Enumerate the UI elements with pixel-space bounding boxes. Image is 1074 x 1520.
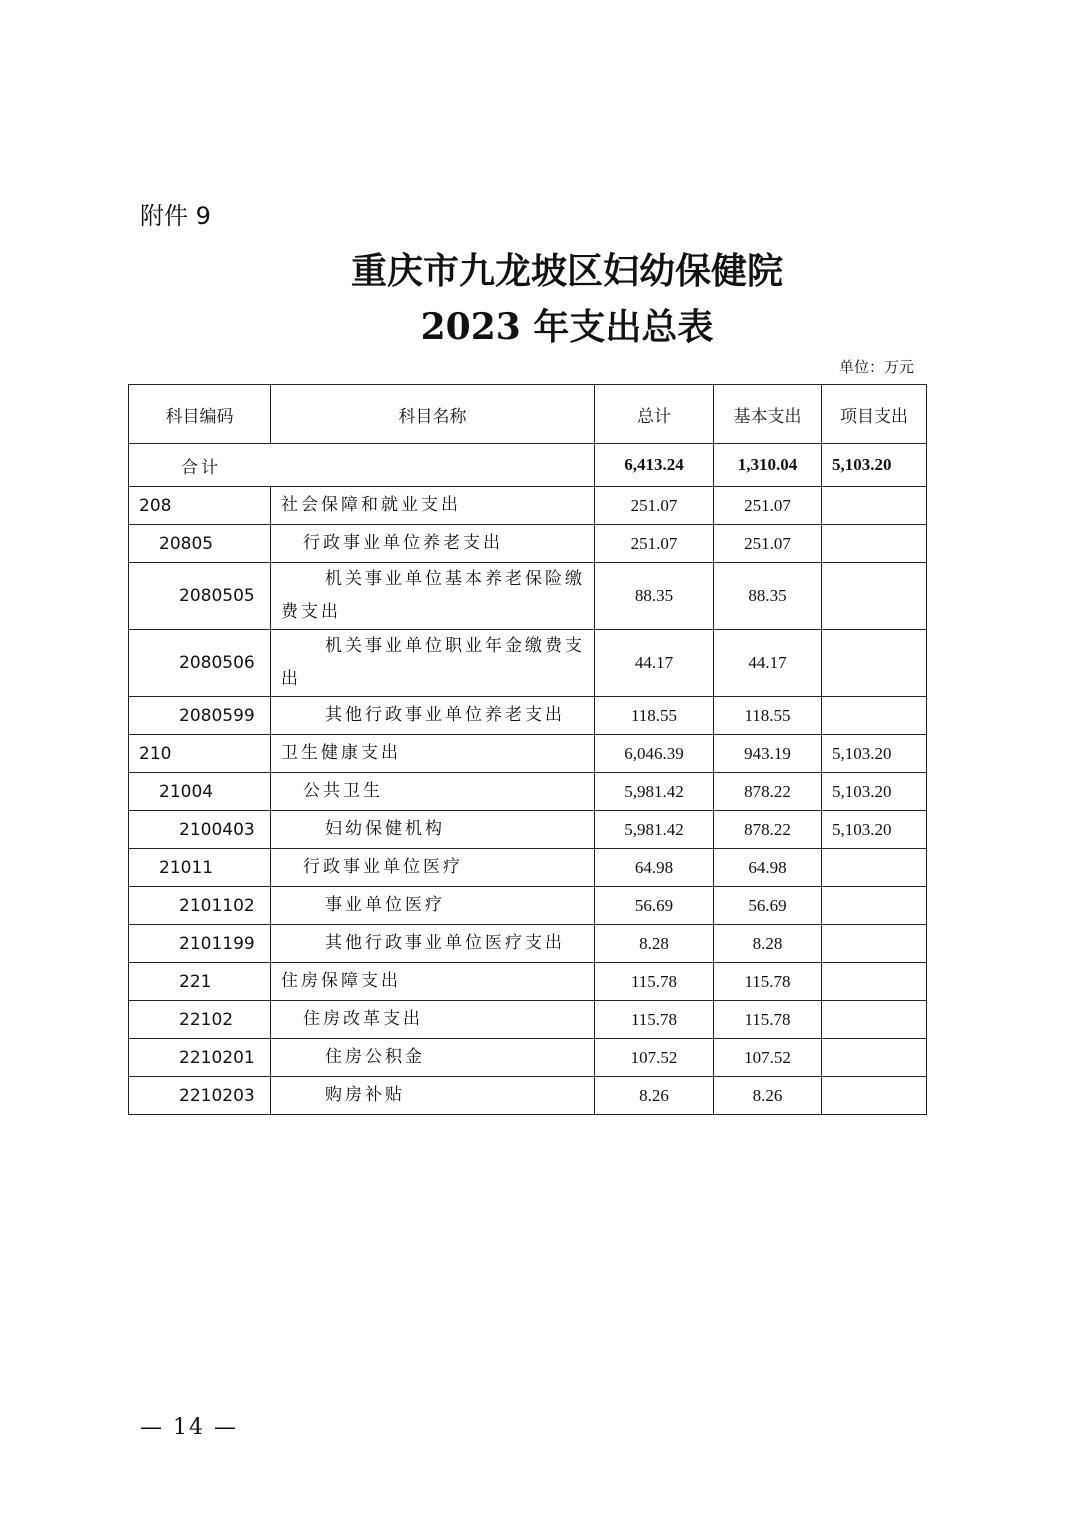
row-code: 2100403	[129, 811, 271, 849]
row-basic: 107.52	[714, 1039, 822, 1077]
row-total: 115.78	[595, 1001, 714, 1039]
row-name: 公共卫生	[271, 773, 595, 811]
row-name: 行政事业单位养老支出	[271, 525, 595, 563]
total-basic: 1,310.04	[714, 444, 822, 487]
total-label: 合计	[129, 444, 595, 487]
row-code: 2080505	[129, 563, 271, 630]
row-basic: 88.35	[714, 563, 822, 630]
table-row	[129, 773, 927, 811]
row-total: 115.78	[595, 963, 714, 1001]
row-project: 5,103.20	[822, 735, 927, 773]
row-project	[822, 525, 927, 563]
row-name: 卫生健康支出	[271, 735, 595, 773]
table-row	[129, 963, 927, 1001]
row-code: 2080599	[129, 697, 271, 735]
row-total: 56.69	[595, 887, 714, 925]
row-name: 机关事业单位职业年金缴费支出	[271, 630, 595, 697]
row-code: 208	[129, 487, 271, 525]
row-total: 8.26	[595, 1077, 714, 1115]
row-basic: 878.22	[714, 811, 822, 849]
header-total: 总计	[595, 385, 714, 444]
row-project	[822, 963, 927, 1001]
row-code: 2210203	[129, 1077, 271, 1115]
table-row	[129, 697, 927, 735]
row-total: 5,981.42	[595, 811, 714, 849]
row-total: 88.35	[595, 563, 714, 630]
row-total: 64.98	[595, 849, 714, 887]
row-project	[822, 887, 927, 925]
row-project	[822, 925, 927, 963]
header-code: 科目编码	[129, 385, 271, 444]
row-basic: 8.26	[714, 1077, 822, 1115]
table-row	[129, 1077, 927, 1115]
row-name: 行政事业单位医疗	[271, 849, 595, 887]
row-project	[822, 487, 927, 525]
table-row	[129, 563, 927, 630]
row-basic: 64.98	[714, 849, 822, 887]
row-total: 8.28	[595, 925, 714, 963]
total-project: 5,103.20	[822, 444, 927, 487]
row-name: 妇幼保健机构	[271, 811, 595, 849]
row-code: 21004	[129, 773, 271, 811]
header-basic: 基本支出	[714, 385, 822, 444]
table-row	[129, 887, 927, 925]
row-basic: 44.17	[714, 630, 822, 697]
row-code: 22102	[129, 1001, 271, 1039]
row-total: 107.52	[595, 1039, 714, 1077]
row-project	[822, 849, 927, 887]
row-basic: 251.07	[714, 525, 822, 563]
table-header-row	[129, 385, 927, 444]
table-row	[129, 1001, 927, 1039]
row-total: 118.55	[595, 697, 714, 735]
row-basic: 118.55	[714, 697, 822, 735]
header-project: 项目支出	[822, 385, 927, 444]
row-code: 21011	[129, 849, 271, 887]
row-total: 44.17	[595, 630, 714, 697]
row-code: 221	[129, 963, 271, 1001]
total-sum: 6,413.24	[595, 444, 714, 487]
row-name: 其他行政事业单位养老支出	[271, 697, 595, 735]
row-total: 5,981.42	[595, 773, 714, 811]
row-code: 2210201	[129, 1039, 271, 1077]
row-project	[822, 630, 927, 697]
row-code: 2101199	[129, 925, 271, 963]
header-name: 科目名称	[271, 385, 595, 444]
row-code: 20805	[129, 525, 271, 563]
row-project: 5,103.20	[822, 811, 927, 849]
page-title: 重庆市九龙坡区妇幼保健院	[350, 250, 783, 292]
row-total: 251.07	[595, 525, 714, 563]
table-row	[129, 1039, 927, 1077]
row-total: 251.07	[595, 487, 714, 525]
table-row	[129, 811, 927, 849]
row-basic: 56.69	[714, 887, 822, 925]
row-basic: 8.28	[714, 925, 822, 963]
row-project	[822, 1077, 927, 1115]
row-name: 住房改革支出	[271, 1001, 595, 1039]
row-total: 6,046.39	[595, 735, 714, 773]
table-row	[129, 525, 927, 563]
row-project	[822, 563, 927, 630]
table-row	[129, 735, 927, 773]
expenditure-table	[128, 384, 927, 1115]
table-row	[129, 849, 927, 887]
row-code: 2101102	[129, 887, 271, 925]
row-name: 住房保障支出	[271, 963, 595, 1001]
page-number: — 14 —	[140, 1415, 238, 1440]
row-project	[822, 1039, 927, 1077]
row-name: 社会保障和就业支出	[271, 487, 595, 525]
table-row	[129, 925, 927, 963]
attachment-label: 附件 9	[140, 202, 211, 230]
row-basic: 251.07	[714, 487, 822, 525]
row-basic: 115.78	[714, 1001, 822, 1039]
row-name: 机关事业单位基本养老保险缴费支出	[271, 563, 595, 630]
row-name: 事业单位医疗	[271, 887, 595, 925]
total-row	[129, 444, 927, 487]
page-subtitle: 2023 年支出总表	[420, 306, 714, 348]
row-project	[822, 697, 927, 735]
row-code: 2080506	[129, 630, 271, 697]
unit-label: 单位：万元	[838, 358, 914, 376]
table-row	[129, 487, 927, 525]
table-row	[129, 630, 927, 697]
row-name: 住房公积金	[271, 1039, 595, 1077]
row-code: 210	[129, 735, 271, 773]
row-project: 5,103.20	[822, 773, 927, 811]
row-basic: 943.19	[714, 735, 822, 773]
row-name: 购房补贴	[271, 1077, 595, 1115]
row-name: 其他行政事业单位医疗支出	[271, 925, 595, 963]
row-basic: 878.22	[714, 773, 822, 811]
row-project	[822, 1001, 927, 1039]
row-basic: 115.78	[714, 963, 822, 1001]
